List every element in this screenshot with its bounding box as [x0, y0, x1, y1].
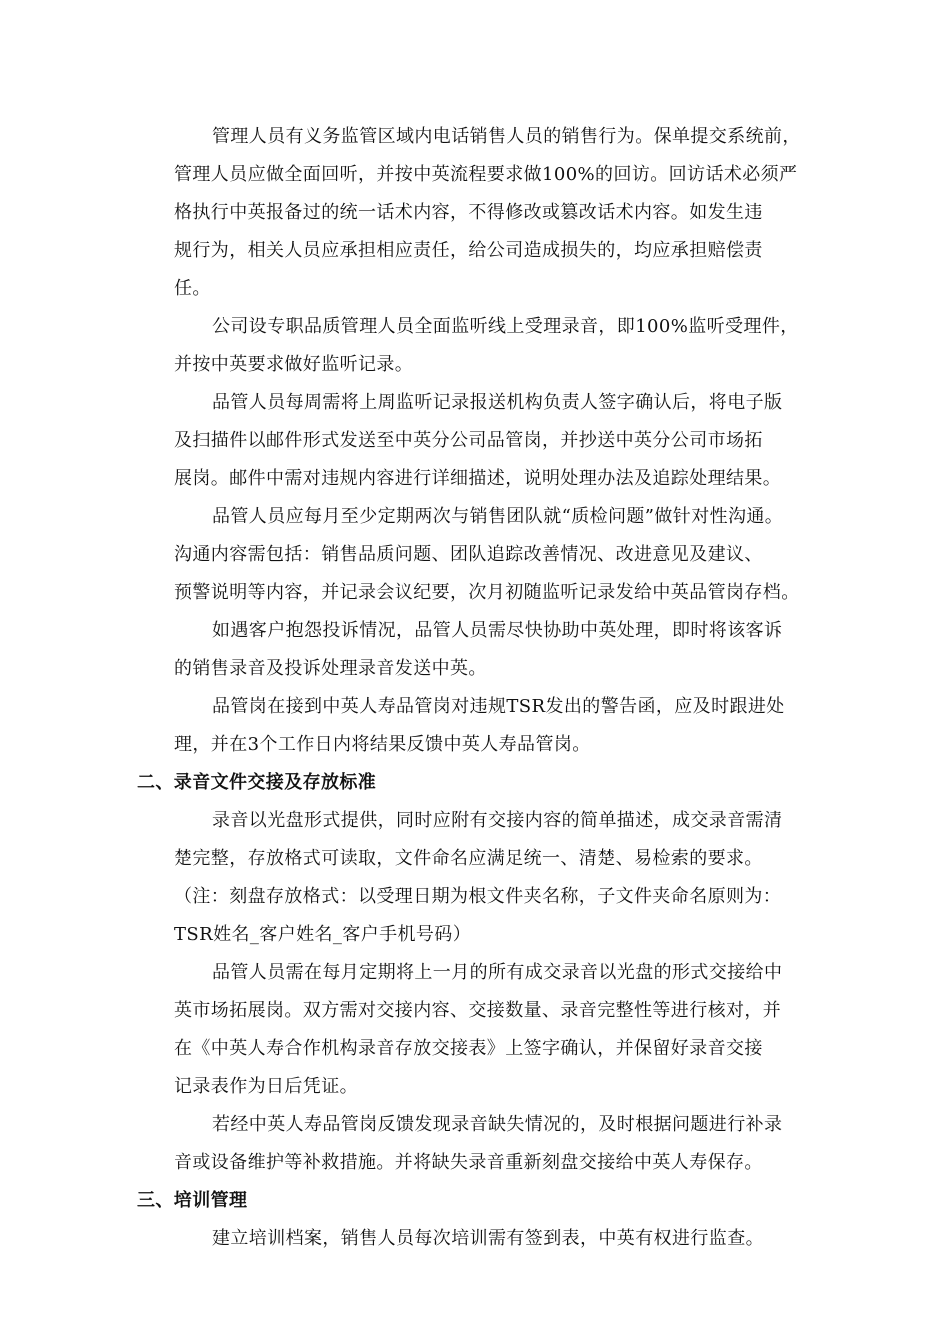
paragraph-line: 如遇客户抱怨投诉情况，品管人员需尽快协助中英处理，即时将该客诉: [212, 620, 783, 641]
paragraph-line: 建立培训档案，销售人员每次培训需有签到表，中英有权进行监查。: [212, 1228, 764, 1249]
paragraph-line: 预警说明等内容，并记录会议纪要，次月初随监听记录发给中英品管岗存档。: [174, 582, 800, 603]
paragraph-line: TSR姓名_客户姓名_客户手机号码）: [174, 924, 472, 945]
paragraph-line: 展岗。邮件中需对违规内容进行详细描述，说明处理办法及追踪处理结果。: [174, 468, 782, 489]
paragraph-line: 及扫描件以邮件形式发送至中英分公司品管岗，并抄送中英分公司市场拓: [174, 430, 763, 451]
paragraph-line: 英市场拓展岗。双方需对交接内容、交接数量、录音完整性等进行核对，并: [174, 1000, 782, 1021]
section-heading-training: 三、培训管理: [137, 1190, 248, 1211]
paragraph-line: 品管人员需在每月定期将上一月的所有成交录音以光盘的形式交接给中: [212, 962, 783, 983]
paragraph-line: 理，并在3个工作日内将结果反馈中英人寿品管岗。: [174, 734, 591, 755]
paragraph-line: 沟通内容需包括：销售品质问题、团队追踪改善情况、改进意见及建议、: [174, 544, 763, 565]
paragraph-line: （注：刻盘存放格式：以受理日期为根文件夹名称，子文件夹命名原则为：: [174, 886, 782, 907]
paragraph-line: 品管人员应每月至少定期两次与销售团队就“质检问题”做针对性沟通。: [212, 506, 784, 527]
paragraph-line: 记录表作为日后凭证。: [174, 1076, 358, 1097]
paragraph-line: 在《中英人寿合作机构录音存放交接表》上签字确认，并保留好录音交接: [174, 1038, 763, 1059]
paragraph-line: 品管人员每周需将上周监听记录报送机构负责人签字确认后，将电子版: [212, 392, 783, 413]
paragraph-line: 并按中英要求做好监听记录。: [174, 354, 414, 375]
paragraph-line: 录音以光盘形式提供，同时应附有交接内容的简单描述，成交录音需清: [212, 810, 783, 831]
paragraph-line: 的销售录音及投诉处理录音发送中英。: [174, 658, 487, 679]
paragraph-line: 格执行中英报备过的统一话术内容，不得修改或篡改话术内容。如发生违: [174, 202, 763, 223]
paragraph-line: 任。: [174, 278, 211, 299]
paragraph-line: 管理人员应做全面回听，并按中英流程要求做100%的回访。回访话术必须严: [174, 164, 798, 185]
paragraph-line: 管理人员有义务监管区域内电话销售人员的销售行为。保单提交系统前，: [212, 126, 801, 147]
section-heading-recording: 二、录音文件交接及存放标准: [137, 772, 377, 793]
paragraph-line: 若经中英人寿品管岗反馈发现录音缺失情况的，及时根据问题进行补录: [212, 1114, 783, 1135]
paragraph-line: 公司设专职品质管理人员全面监听线上受理录音，即100%监听受理件，: [212, 316, 799, 337]
paragraph-line: 楚完整，存放格式可读取，文件命名应满足统一、清楚、易检索的要求。: [174, 848, 763, 869]
paragraph-line: 音或设备维护等补救措施。并将缺失录音重新刻盘交接给中英人寿保存。: [174, 1152, 763, 1173]
paragraph-line: 规行为，相关人员应承担相应责任，给公司造成损失的，均应承担赔偿责: [174, 240, 763, 261]
paragraph-line: 品管岗在接到中英人寿品管岗对违规TSR发出的警告函，应及时跟进处: [212, 696, 785, 717]
